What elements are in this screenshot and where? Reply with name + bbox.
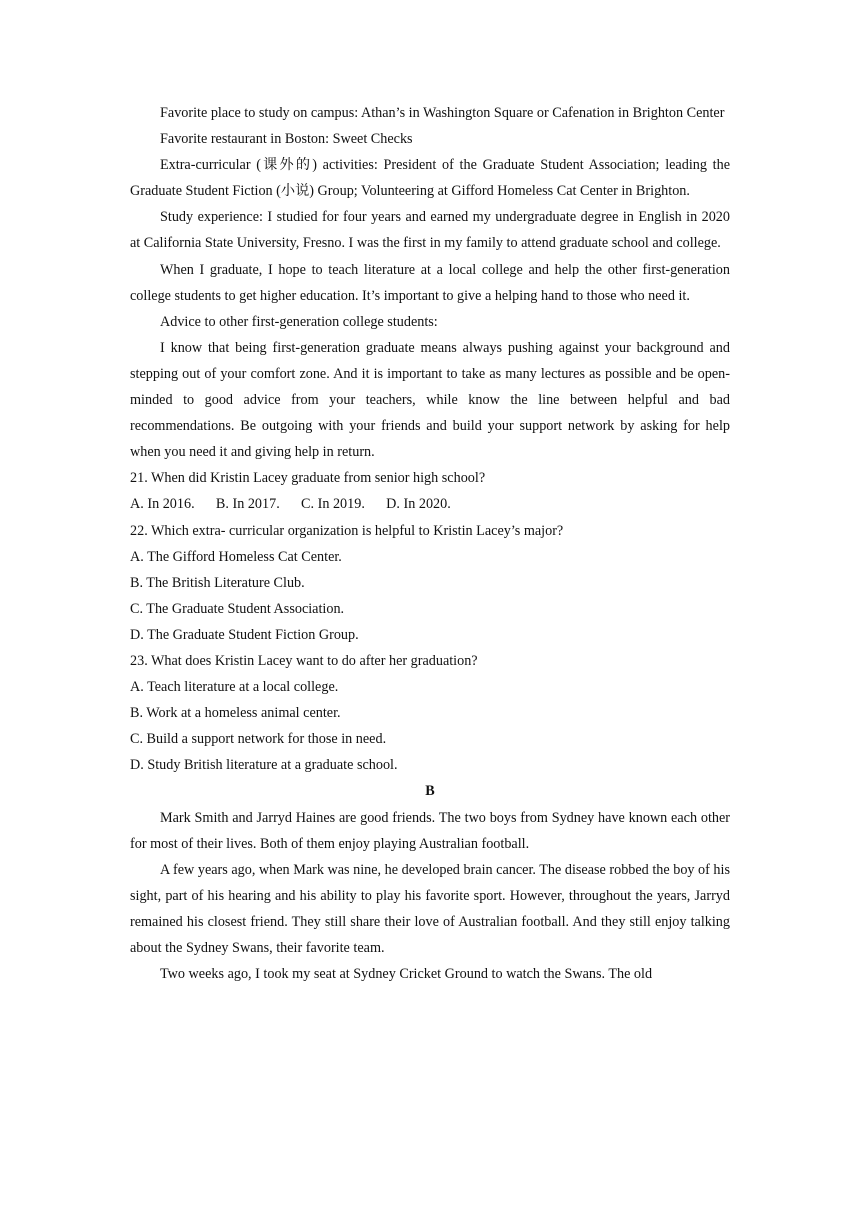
question-23-option-a: A. Teach literature at a local college. bbox=[130, 679, 339, 696]
question-22-option-b: B. The British Literature Club. bbox=[130, 574, 305, 591]
question-22-option-d: D. The Graduate Student Fiction Group. bbox=[130, 626, 359, 643]
question-23-option-c: C. Build a support network for those in need. bbox=[130, 731, 387, 748]
question-23-option-b: B. Work at a homeless animal center. bbox=[130, 705, 341, 722]
passage-b-paragraph-3: Two weeks ago, I took my seat at Sydney Cricket Ground to watch the Swans. The old bbox=[160, 966, 653, 983]
question-22: 22. Which extra- curricular organization is helpful to Kristin Lacey’s major? bbox=[130, 522, 564, 539]
document-page bbox=[130, 100, 730, 987]
question-22-option-c: C. The Graduate Student Association. bbox=[130, 600, 345, 617]
question-21: 21. When did Kristin Lacey graduate from senior high school? bbox=[130, 470, 486, 487]
question-23-option-d: D. Study British literature at a graduate school. bbox=[130, 757, 398, 774]
question-23: 23. What does Kristin Lacey want to do after her graduation? bbox=[130, 652, 478, 669]
passage-b-paragraph-2: A few years ago, when Mark was nine, he developed brain cancer. The disease robbed the boy of his sight, part of his hearing and his ability to play his favorite sport. However, throughout the years, Jarryd remained his closest friend. They still share their love of Australian football. And they still enjoy talking about the Sydney Swans, their favorite team. bbox=[130, 861, 730, 956]
activities-paragraph: Extra-curricular (课外的) activities: President of the Graduate Student Association; leading the Graduate Student Fiction (小说) Group; Volunteering at Gifford Homeless Cat Center in Brighton. bbox=[130, 157, 730, 200]
section-b-heading: B bbox=[425, 783, 435, 800]
passage-b-paragraph-1: Mark Smith and Jarryd Haines are good friends. The two boys from Sydney have known each other for most of their lives. Both of them enjoy playing Australian football. bbox=[130, 809, 730, 852]
question-21-options: A. In 2016. B. In 2017. C. In 2019. D. In 2020. bbox=[130, 496, 451, 513]
advice-paragraph: I know that being first-generation graduate means always pushing against your background and stepping out of your comfort zone. And it is important to take as many lectures as possible and be open-minded to good advice from your teachers, while know the line between helpful and bad recommendations. Be outgoing with your friends and build your support network by asking for help when you need it and giving help in return. bbox=[130, 339, 730, 461]
study-place-paragraph: Favorite place to study on campus: Athan’s in Washington Square or Cafenation in Brighton Center bbox=[160, 105, 725, 121]
graduation-plan-paragraph: When I graduate, I hope to teach literature at a local college and help the other first-generation college students to get higher education. It’s important to give a helping hand to those who need it. bbox=[130, 261, 730, 304]
restaurant-paragraph: Favorite restaurant in Boston: Sweet Checks bbox=[160, 131, 413, 148]
study-experience-paragraph: Study experience: I studied for four years and earned my undergraduate degree in English in 2020 at California State University, Fresno. I was the first in my family to attend graduate school and college. bbox=[130, 209, 730, 252]
question-22-option-a: A. The Gifford Homeless Cat Center. bbox=[130, 548, 342, 565]
advice-heading: Advice to other first-generation college students: bbox=[160, 313, 438, 330]
